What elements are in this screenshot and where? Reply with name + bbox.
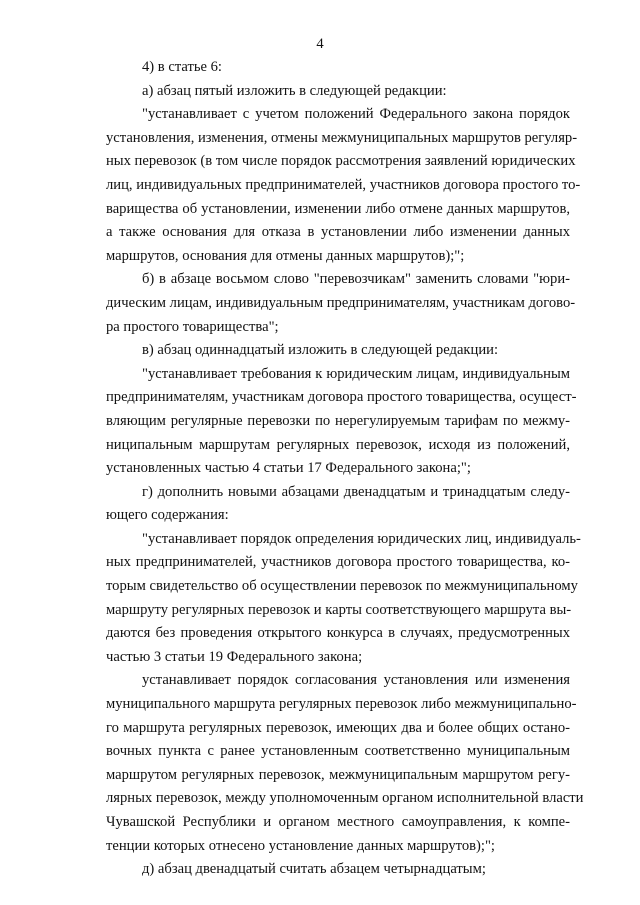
text-line: ных перевозок (в том числе порядок рассмотрения заявлений юридических (106, 153, 576, 170)
document-body (106, 56, 584, 882)
paragraph (106, 103, 581, 268)
text-line: вочных пункта с ранее установленным соответственно муниципальным (106, 743, 570, 760)
text-line: д) абзац двенадцатый считать абзацем четырнадцатым; (142, 861, 486, 878)
text-line: ных предпринимателей, участников договора простого товарищества, ко- (106, 554, 570, 571)
text-line: ющего содержания: (106, 507, 229, 524)
text-line: установленных частью 4 статьи 17 Федерального закона;"; (106, 460, 471, 477)
text-line: а также основания для отказа в установлении либо изменении данных (106, 224, 570, 241)
text-line: частью 3 статьи 19 Федерального закона; (106, 648, 363, 665)
text-line: а) абзац пятый изложить в следующей редакции: (142, 82, 447, 99)
paragraph (106, 481, 570, 528)
paragraph (106, 528, 581, 670)
text-line: варищества об установлении, изменении либо отмене данных маршрутов, (106, 200, 570, 217)
paragraph (106, 268, 576, 339)
text-line: "устанавливает с учетом положений Федерального закона порядок (142, 106, 570, 123)
text-line: "устанавливает требования к юридическим лицам, индивидуальным (142, 365, 570, 382)
text-line: маршрутом регулярных перевозок, межмуниципальным маршрутом регу- (106, 766, 570, 783)
text-line: предпринимателям, участникам договора простого товарищества, осущест- (106, 389, 577, 406)
text-line: лиц, индивидуальных предпринимателей, участников договора простого то- (106, 176, 581, 193)
text-line: маршруту регулярных перевозок и карты соответствующего маршрута вы- (106, 601, 572, 618)
paragraph (106, 56, 570, 80)
text-line: г) дополнить новыми абзацами двенадцатым и тринадцатым следу- (142, 483, 570, 500)
text-line: 4) в статье 6: (142, 59, 222, 75)
text-line: в) абзац одиннадцатый изложить в следующей редакции: (142, 342, 498, 359)
paragraph (106, 669, 584, 858)
paragraph (106, 363, 577, 481)
paragraph (106, 339, 570, 363)
text-line: муниципального маршрута регулярных перевозок либо межмуниципально- (106, 696, 577, 713)
text-line: дическим лицам, индивидуальным предпринимателям, участникам догово- (106, 294, 576, 311)
text-line: ра простого товарищества"; (106, 318, 279, 335)
text-line: маршрутов, основания для отмены данных маршрутов);"; (106, 247, 465, 264)
text-line: даются без проведения открытого конкурса в случаях, предусмотренных (106, 625, 570, 642)
text-line: "устанавливает порядок определения юридических лиц, индивидуаль- (142, 530, 581, 547)
text-line: го маршрута регулярных перевозок, имеющих два и более общих остано- (106, 719, 570, 736)
text-line: лярных перевозок, между уполномоченным органом исполнительной власти (106, 790, 584, 807)
page-number: 4 (316, 36, 324, 52)
text-line: устанавливает порядок согласования установления или изменения (142, 672, 570, 689)
text-line: торым свидетельство об осуществлении перевозок по межмуниципальному (106, 578, 578, 595)
paragraph (106, 80, 570, 104)
paragraph (106, 858, 570, 882)
text-line: установления, изменения, отмены межмуниципальных маршрутов регуляр- (106, 129, 578, 146)
text-line: вляющим регулярные перевозки по нерегулируемым тарифам по межму- (106, 412, 570, 429)
text-line: Чувашской Республики и органом местного самоуправления, к компе- (106, 814, 570, 830)
text-line: ниципальным маршрутам регулярных перевозок, исходя из положений, (106, 436, 570, 453)
text-line: б) в абзаце восьмом слово "перевозчикам" заменить словами "юри- (142, 271, 570, 288)
text-line: тенции которых отнесено установление данных маршрутов);"; (106, 837, 495, 854)
